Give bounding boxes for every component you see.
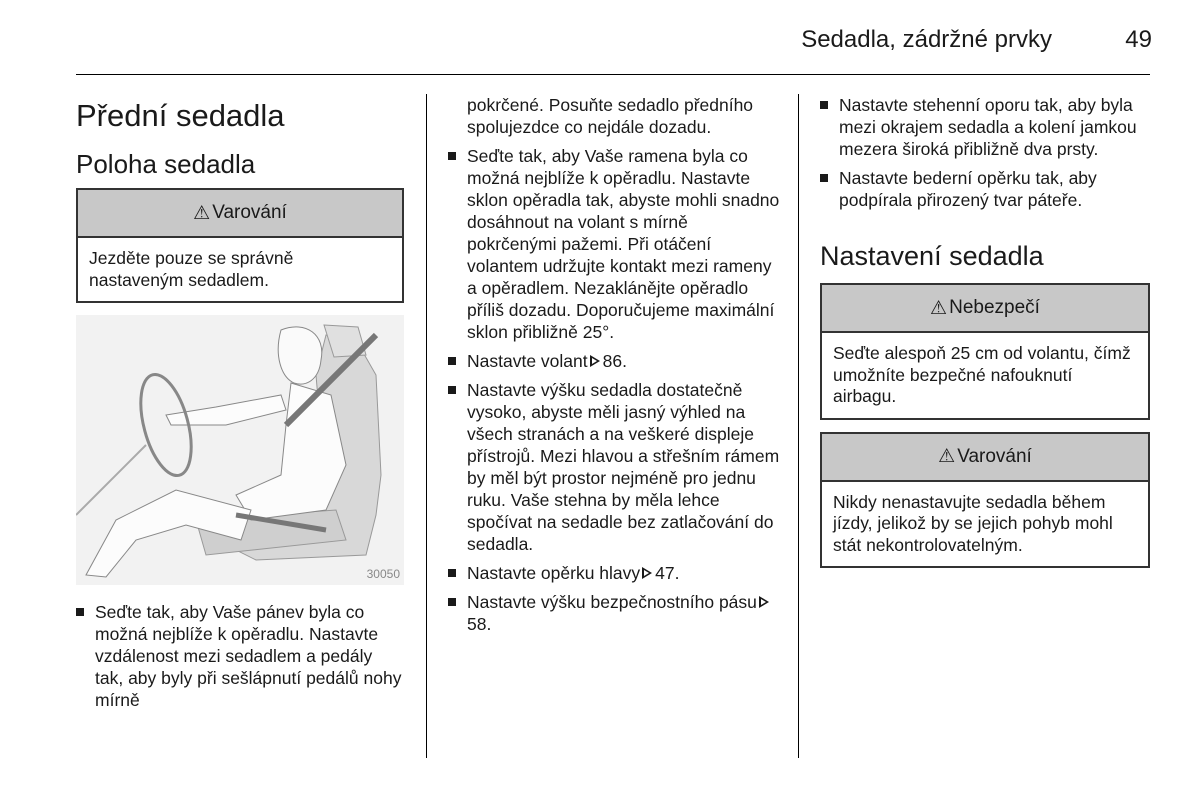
warning-box-header <box>78 190 402 238</box>
bullet-square-icon <box>448 569 456 577</box>
driver-seat-drawing <box>76 315 404 585</box>
page-number: 49 <box>1125 26 1152 53</box>
warning-box-body: Jezděte pouze se správně nastaveným sedadlem. <box>89 248 294 290</box>
warning-box-title: Varování <box>212 202 287 223</box>
page-reference[interactable]: 58. <box>467 614 492 634</box>
continued-paragraph: pokrčené. Posuňte sedadlo předního spolujezdce co nejdále dozadu. <box>467 95 754 137</box>
bullet-square-icon <box>448 598 456 606</box>
list-item: Nastavte výšku sedadla dostatečně vysoko, abyste měli jasný výhled na všech stranách a na veškeré displeje přístrojů. Mezi hlavou a střešním rámem by měl být prostor nejméně pro jednu ruku. Vaše stehna by měla lehce spočívat na sedadle bez zatlačování do sedadla. <box>448 379 780 555</box>
bullet-square-icon <box>448 357 456 365</box>
warning-box <box>76 188 404 303</box>
warning-box-title: Varování <box>957 445 1032 467</box>
bullet-list <box>76 601 404 711</box>
danger-box-header <box>822 285 1148 333</box>
list-item: Seďte tak, aby Vaše pánev byla co možná nejblíže k opěradlu. Nastavte vzdálenost mezi sedadlem a pedály tak, aby byly při sešlápnutí pedálů nohy mírně <box>76 601 404 711</box>
illustration-number: 30050 <box>366 567 400 581</box>
page-reference-icon <box>759 596 769 608</box>
bullet-square-icon <box>76 608 84 616</box>
bullet-square-icon <box>820 174 828 182</box>
list-item: Nastavte volant 86. <box>448 350 780 372</box>
page-header <box>0 24 1200 64</box>
subsection-title: Poloha sedadla <box>76 149 256 179</box>
header-divider <box>76 74 1150 75</box>
bullet-list <box>448 145 780 635</box>
section-title: Nastavení sedadla <box>820 241 1044 271</box>
header-title: Sedadla, zádržné prvky <box>801 26 1052 53</box>
page-reference-icon <box>590 355 600 367</box>
bullet-square-icon <box>820 101 828 109</box>
page-reference-icon <box>642 567 652 579</box>
list-item: Nastavte výšku bezpečnostního pásu58. <box>448 591 780 635</box>
column-divider <box>798 94 799 758</box>
page-reference[interactable]: 47. <box>655 563 680 583</box>
danger-box-body: Seďte alespoň 25 cm od volantu, čímž umožníte bezpečné nafouknutí airbagu. <box>833 343 1131 406</box>
column-1 <box>76 94 404 718</box>
list-item: Nastavte opěrku hlavy 47. <box>448 562 780 584</box>
warning-triangle-icon: ⚠ <box>938 446 956 467</box>
danger-box <box>820 283 1150 420</box>
seat-position-illustration <box>76 315 404 585</box>
list-item: Nastavte stehenní oporu tak, aby byla mezi okrajem sedadla a kolení jamkou mezera široká přibližně dva prsty. <box>820 94 1150 160</box>
bullet-list <box>820 94 1150 211</box>
warning-box-header <box>822 434 1148 482</box>
column-3 <box>820 94 1150 568</box>
warning-box <box>820 432 1150 569</box>
warning-triangle-icon: ⚠ <box>193 202 211 224</box>
section-title: Přední sedadla <box>76 98 285 133</box>
column-2 <box>448 94 780 642</box>
bullet-square-icon <box>448 152 456 160</box>
list-item: Seďte tak, aby Vaše ramena byla co možná nejblíže k opěradlu. Nastavte sklon opěradla tak, abyste mohli snadno dosáhnout na volant s mírně pokrčenými pažemi. Při otáčení volantem udržujte kontakt mezi rameny a opěradlem. Nezaklánějte opěradlo příliš dozadu. Doporučujeme maximální sklon přibližně 25°. <box>448 145 780 343</box>
bullet-square-icon <box>448 386 456 394</box>
danger-box-title: Nebezpečí <box>949 297 1040 318</box>
page-reference[interactable]: 86. <box>602 351 627 371</box>
list-item: Nastavte bederní opěrku tak, aby podpírala přirozený tvar páteře. <box>820 167 1150 211</box>
column-divider <box>426 94 427 758</box>
warning-box-body: Nikdy nenastavujte sedadla během jízdy, jelikož by se jejich pohyb mohl stát nekontrolovatelným. <box>833 491 1113 555</box>
warning-triangle-icon: ⚠ <box>930 297 948 319</box>
